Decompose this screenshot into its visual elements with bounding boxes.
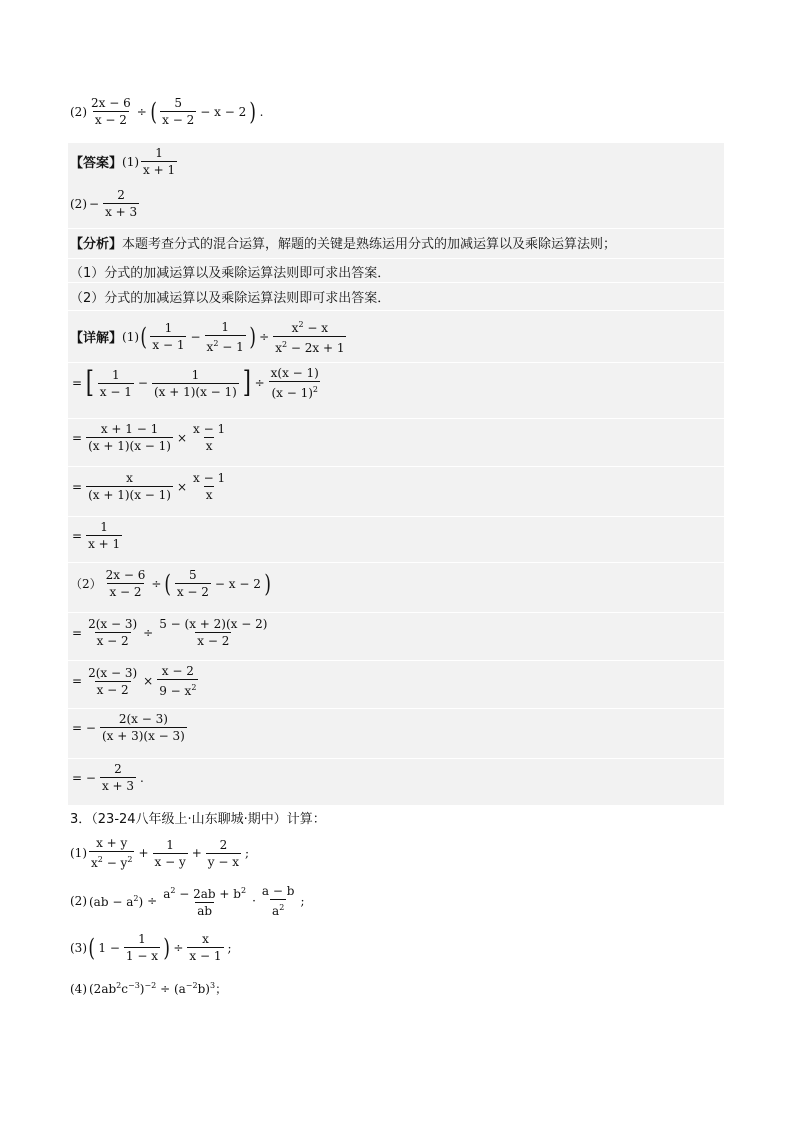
fraction: $\frac{5}{x - 2}$ [176, 568, 209, 599]
problem3-item3: (3) ( 1 − $\frac{1}{1 - x}$ ) ÷ $\frac{x}{x - 1}$ ; [70, 932, 232, 963]
fraction: $\frac{1}{x - y}$ [154, 837, 186, 869]
fraction: $\frac{a - b}{a^2}$ [261, 884, 295, 918]
item-label: (2) [70, 104, 87, 119]
detail-step: = $\frac{x}{(x + 1)(x - 1)}$ × $\frac{x - 1}{x}$ [72, 471, 226, 502]
fraction: $\frac{2}{x + 3}$ [105, 188, 138, 219]
divider [68, 418, 724, 419]
answer-tag: 【答案】 [70, 156, 123, 171]
fraction: $\frac{2}{y - x}$ [207, 837, 240, 869]
divider [68, 516, 724, 517]
fraction: $\frac{2}{x + 3}$ [101, 762, 135, 793]
divider [68, 362, 724, 363]
divider [68, 660, 724, 661]
detail-step: = $\frac{2(x - 3)}{x - 2}$ × $\frac{x - 2}{9 - x^2}$ [72, 664, 197, 698]
fraction: $\frac{1}{x - 1}$ [99, 367, 132, 399]
fraction: $\frac{x^2 - x}{x^2 - 2x + 1}$ [275, 320, 345, 355]
fraction: $\frac{1}{x - 1}$ [152, 321, 185, 352]
problem3-item4: (4) $(2ab^2c^{-3})^{-2} \div (a^{-2}b)^3$； [70, 981, 228, 996]
divider [68, 612, 724, 613]
fraction: $\frac{2x - 6}{x - 2}$ [91, 96, 131, 127]
fraction: $\frac{2(x - 3)}{x - 2}$ [88, 617, 138, 648]
fraction: $\frac{2(x - 3)}{x - 2}$ [88, 665, 138, 697]
fraction: $\frac{2(x - 3)}{(x + 3)(x - 3)}$ [101, 712, 185, 743]
answer-part1: 【答案】 (1) $\frac{1}{x + 1}$ [70, 146, 176, 177]
divider [68, 258, 724, 259]
fraction: $\frac{x + y}{x^2 - y^2}$ [91, 836, 133, 870]
analysis-line-1: （1）分式的加减运算以及乘除运算法则即可求出答案． [70, 266, 391, 281]
fraction: $\frac{1}{1 - x}$ [125, 932, 158, 963]
divider [68, 562, 724, 563]
detail-step: = [ $\frac{1}{x - 1}$ − $\frac{1}{(x + 1)(x - 1)}$ ] ÷ $\frac{x(x - 1)}{(x - 1)^2}$ [72, 365, 319, 400]
fraction: $\frac{1}{x + 1}$ [88, 520, 121, 551]
answer-part2: (2) − $\frac{2}{x + 3}$ [70, 188, 138, 219]
fraction: $\frac{1}{x^2 - 1}$ [206, 319, 244, 354]
divider [68, 758, 724, 759]
fraction: $\frac{1}{x + 1}$ [143, 146, 176, 177]
fraction: $\frac{x - 2}{9 - x^2}$ [159, 664, 197, 698]
detail-part1-start: 【详解】 (1) ( $\frac{1}{x - 1}$ − $\frac{1}{x^2 - 1}$ ) ÷ $\frac{x^2 - x}{x^2 - 2x + 1}$ [70, 319, 345, 355]
detail-step: = − $\frac{2}{x + 3}$ . [72, 762, 144, 793]
fraction: $\frac{x}{x - 1}$ [189, 932, 222, 963]
analysis-tag: 【分析】 [70, 237, 123, 252]
fraction: $\frac{x}{(x + 1)(x - 1)}$ [88, 471, 171, 502]
divider [68, 708, 724, 709]
fraction: $\frac{5}{x - 2}$ [162, 96, 195, 127]
problem3-item2: (2) $(ab - a^2)$ ÷ $\frac{a^2 - 2ab + b^2}{ab}$ · $\frac{a - b}{a^2}$ ; [70, 884, 305, 918]
divider [68, 310, 724, 311]
problem2-item2: (2) $\frac{2x - 6}{x - 2}$ ÷ ( $\frac{5}{x - 2}$ − x − 2 ) . [70, 96, 264, 127]
fraction: $\frac{2x - 6}{x - 2}$ [105, 568, 146, 599]
fraction: $\frac{1}{(x + 1)(x - 1)}$ [153, 367, 237, 399]
problem3-item1: (1) $\frac{x + y}{x^2 - y^2}$ + $\frac{1}{x - y}$ + $\frac{2}{y - x}$ ; [70, 836, 250, 870]
fraction: $\frac{a^2 - 2ab + b^2}{ab}$ [163, 886, 247, 918]
fraction: $\frac{x + 1 - 1}{(x + 1)(x - 1)}$ [88, 422, 171, 453]
detail-part2-start: （2） $\frac{2x - 6}{x - 2}$ ÷ ( $\frac{5}{x - 2}$ − x − 2 ) [70, 568, 271, 599]
analysis-line: 【分析】 本题考查分式的混合运算，解题的关键是熟练运用分式的加减运算以及乘除运算法则； [70, 233, 616, 252]
detail-step: = $\frac{2(x - 3)}{x - 2}$ ÷ $\frac{5 - (x + 2)(x - 2)}{x - 2}$ [72, 617, 268, 648]
fraction: $\frac{5 - (x + 2)(x - 2)}{x - 2}$ [159, 617, 268, 648]
analysis-line-2: （2）分式的加减运算以及乘除运算法则即可求出答案． [70, 291, 391, 306]
divider [68, 282, 724, 283]
divider [68, 466, 724, 467]
fraction: $\frac{x - 1}{x}$ [193, 471, 226, 502]
fraction: $\frac{x - 1}{x}$ [193, 422, 226, 453]
problem3-title: 3．（23-24八年级上·山东聊城·期中）计算： [70, 812, 326, 827]
detail-step: = $\frac{1}{x + 1}$ [72, 520, 121, 551]
detail-tag: 【详解】 [70, 331, 123, 346]
detail-step: = − $\frac{2(x - 3)}{(x + 3)(x - 3)}$ [72, 712, 185, 743]
fraction: $\frac{x(x - 1)}{(x - 1)^2}$ [270, 366, 319, 400]
divider [68, 228, 724, 229]
detail-step: = $\frac{x + 1 - 1}{(x + 1)(x - 1)}$ × $\frac{x - 1}{x}$ [72, 422, 226, 453]
